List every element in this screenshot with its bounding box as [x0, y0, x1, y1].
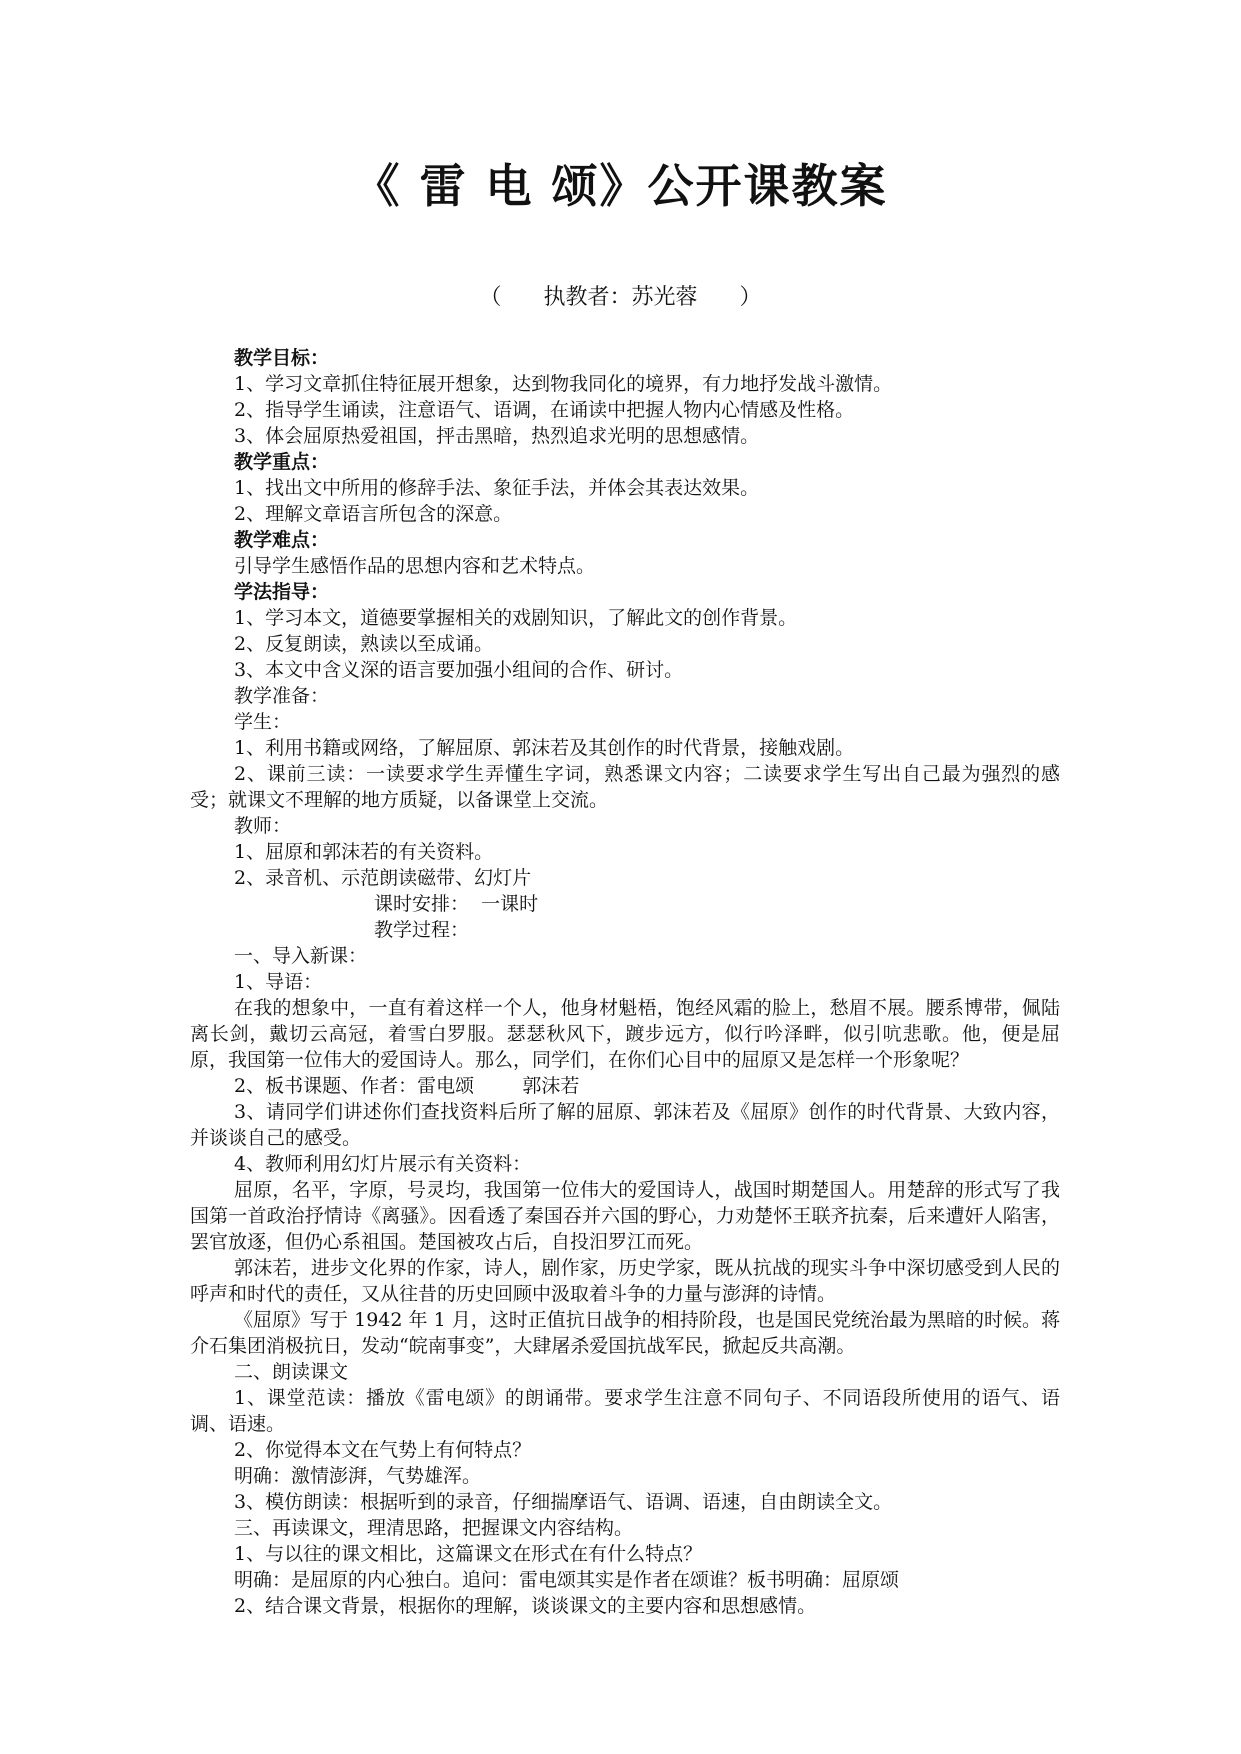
text-paragraph: 屈原，名平，字原，号灵均，我国第一位伟大的爱国诗人，战国时期楚国人。用楚辞的形式写了我国第一首政治抒情诗《离骚》。因看透了秦国吞并六国的野心，力劝楚怀王联齐抗秦，后来遭奸人陷害，罢官放逐，但仍心系祖国。楚国被攻占后，自投汨罗江而死。 — [190, 1179, 1060, 1253]
text-line: 明确：激情澎湃，气势雄浑。 — [234, 1465, 482, 1487]
page-title: 《 雷 电 颂》公开课教案 — [353, 159, 888, 213]
text-line: 教学过程： — [374, 919, 470, 941]
section-heading: 教学重点： — [234, 451, 330, 473]
text-line: 学生： — [234, 711, 292, 733]
text-line: 1、利用书籍或网络，了解屈原、郭沫若及其创作的时代背景，接触戏剧。 — [234, 737, 855, 759]
text-line: 2、板书课题、作者：雷电颂 郭沫若 — [234, 1075, 580, 1097]
text-line: 1、学习文章抓住特征展开想象，达到物我同化的境界，有力地抒发战斗激情。 — [234, 373, 893, 395]
text-line: 2、理解文章语言所包含的深意。 — [234, 503, 513, 525]
text-paragraph: 1、课堂范读：播放《雷电颂》的朗诵带。要求学生注意不同句子、不同语段所使用的语气、语调、语速。 — [190, 1387, 1060, 1435]
text-line: 2、结合课文背景，根据你的理解，谈谈课文的主要内容和思想感情。 — [234, 1595, 817, 1617]
text-line: 明确：是屈原的内心独白。追问：雷电颂其实是作者在颂谁？板书明确：屈原颂 — [234, 1569, 900, 1591]
text-paragraph: 《屈原》写于 1942 年 1 月，这时正值抗日战争的相持阶段，也是国民党统治最为黑暗的时候。蒋介石集团消极抗日，发动“皖南事变”，大肆屠杀爱国抗战军民，掀起反共高潮。 — [190, 1309, 1060, 1357]
section-heading: 教学目标： — [234, 347, 330, 369]
text-line: 教师： — [234, 815, 292, 837]
text-line: 3、体会屈原热爱祖国，抨击黑暗，热烈追求光明的思想感情。 — [234, 425, 760, 447]
text-paragraph: 3、请同学们讲述你们查找资料后所了解的屈原、郭沫若及《屈原》创作的时代背景、大致内容，并谈谈自己的感受。 — [190, 1101, 1060, 1149]
teacher-line: （ 执教者：苏光蓉 ） — [479, 285, 762, 310]
text-line: 教学准备： — [234, 685, 330, 707]
text-line: 1、导语： — [234, 971, 323, 993]
document-body — [190, 345, 1060, 1619]
text-line: 1、屈原和郭沫若的有关资料。 — [234, 841, 494, 863]
section-heading: 教学难点： — [234, 529, 330, 551]
text-line: 三、再读课文，理清思路，把握课文内容结构。 — [234, 1517, 634, 1539]
text-line: 1、找出文中所用的修辞手法、象征手法，并体会其表达效果。 — [234, 477, 760, 499]
text-line: 3、模仿朗读：根据听到的录音，仔细揣摩语气、语调、语速，自由朗读全文。 — [234, 1491, 893, 1513]
text-paragraph: 郭沫若，进步文化界的作家，诗人，剧作家，历史学家，既从抗战的现实斗争中深切感受到人民的呼声和时代的责任，又从往昔的历史回顾中汲取着斗争的力量与澎湃的诗情。 — [190, 1257, 1060, 1305]
text-line: 1、与以往的课文相比，这篇课文在形式在有什么特点？ — [234, 1543, 703, 1565]
text-line: 2、你觉得本文在气势上有何特点？ — [234, 1439, 532, 1461]
text-line: 3、本文中含义深的语言要加强小组间的合作、研讨。 — [234, 659, 684, 681]
section-heading: 学法指导： — [234, 581, 330, 603]
text-line: 4、教师利用幻灯片展示有关资料： — [234, 1153, 532, 1175]
text-line: 课时安排： 一课时 — [374, 893, 539, 915]
text-line: 1、学习本文，道德要掌握相关的戏剧知识，了解此文的创作背景。 — [234, 607, 798, 629]
text-line: 2、反复朗读，熟读以至成诵。 — [234, 633, 494, 655]
text-line: 2、录音机、示范朗读磁带、幻灯片 — [234, 867, 532, 889]
text-line: 2、指导学生诵读，注意语气、语调，在诵读中把握人物内心情感及性格。 — [234, 399, 855, 421]
text-paragraph: 2、课前三读：一读要求学生弄懂生字词，熟悉课文内容；二读要求学生写出自己最为强烈的感受；就课文不理解的地方质疑，以备课堂上交流。 — [190, 763, 1060, 811]
text-paragraph: 在我的想象中，一直有着这样一个人，他身材魁梧，饱经风霜的脸上，愁眉不展。腰系博带，佩陆离长剑，戴切云高冠，着雪白罗服。瑟瑟秋风下，踱步远方，似行吟泽畔，似引吭悲歌。他，便是屈原，我国第一位伟大的爱国诗人。那么，同学们，在你们心目中的屈原又是怎样一个形象呢？ — [190, 997, 1060, 1071]
text-line: 引导学生感悟作品的思想内容和艺术特点。 — [234, 555, 596, 577]
text-line: 二、朗读课文 — [234, 1361, 349, 1383]
text-line: 一、导入新课： — [234, 945, 368, 967]
